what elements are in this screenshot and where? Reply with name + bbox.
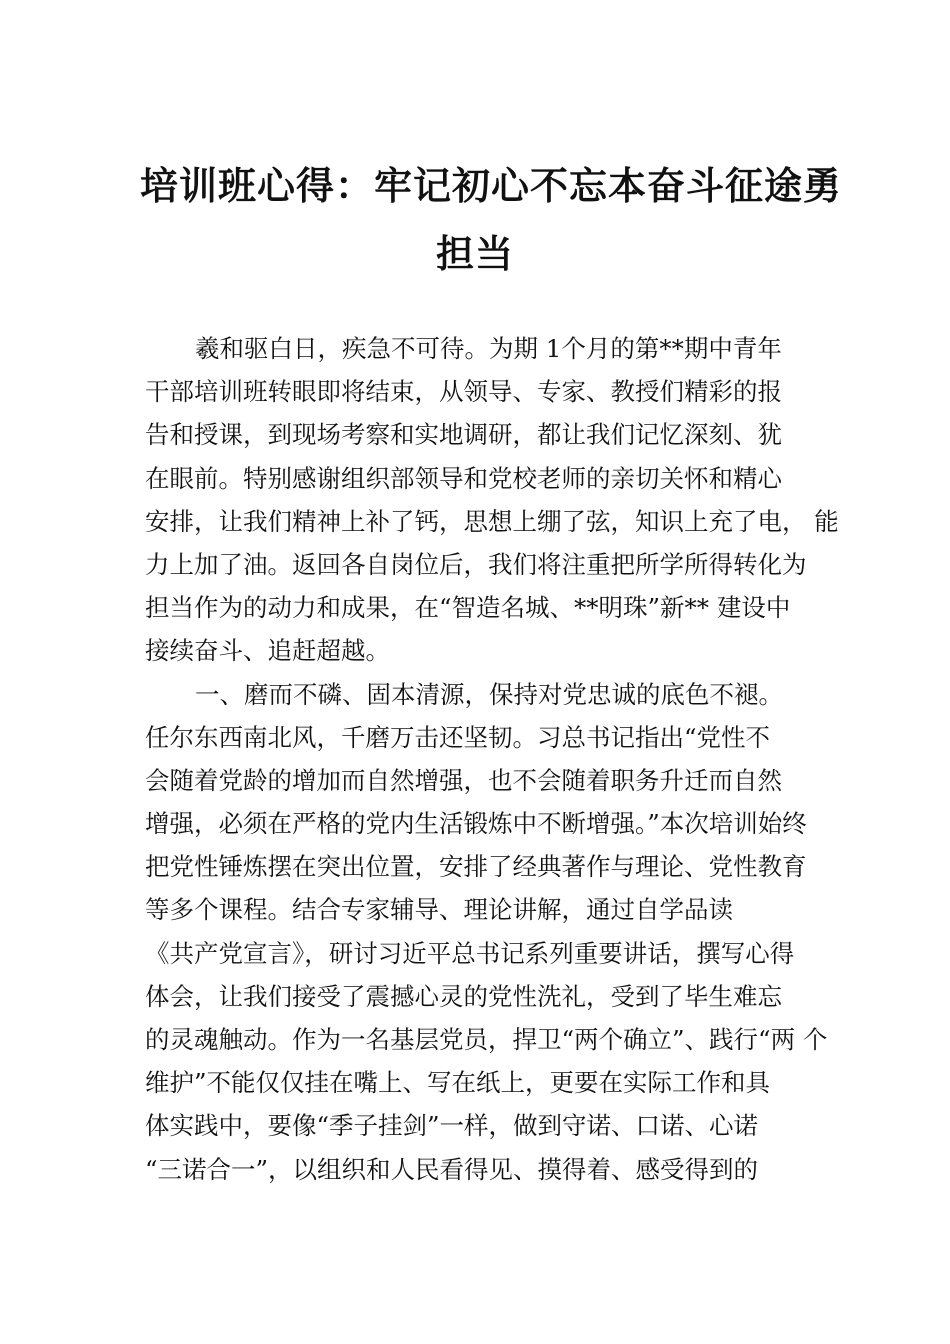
body-line: 羲和驱白日，疾急不可待。为期 1个月的第**期中青年: [195, 334, 782, 363]
body-line: 《共产党宣言》，研讨习近平总书记系列重要讲话，撰写心得: [145, 938, 795, 968]
body-line: 把党性锤炼摆在突出位置，安排了经典著作与理论、党性教育: [145, 852, 807, 882]
body-line: 会随着党龄的增加而自然增强，也不会随着职务升迁而自然: [145, 765, 782, 795]
body-line: 告和授课，到现场考察和实地调研，都让我们记忆深刻、犹: [145, 420, 782, 450]
body-line: 等多个课程。结合专家辅导、理论讲解，通过自学品读: [145, 895, 733, 925]
document-title: [140, 152, 843, 288]
body-line: 体会，让我们接受了震撼心灵的党性洗礼，受到了毕生难忘: [145, 981, 782, 1011]
body-line: 维护”不能仅仅挂在嘴上、写在纸上，更要在实际工作和具: [145, 1068, 771, 1098]
body-line: 体实践中，要像“季子挂剑”一样，做到守诺、口诺、心诺: [145, 1111, 759, 1141]
body-line: 力上加了油。返回各自岗位后，我们将注重把所学所得转化为: [145, 549, 807, 579]
section-heading-line: 一、磨而不磷、固本清源，保持对党忠诚的底色不褪。: [195, 679, 783, 709]
body-line: 的灵魂触动。作为一名基层党员，捍卫“两个确立”、践行“两 个: [145, 1025, 828, 1054]
body-line: “三诺合一”，以组织和人民看得见、摸得着、感受得到的: [145, 1154, 759, 1184]
body-line: 接续奋斗、追赶超越。: [145, 636, 390, 666]
title-line: 担当: [435, 231, 514, 276]
document-body: [145, 327, 839, 1191]
body-line: 在眼前。特别感谢组织部领导和党校老师的亲切关怀和精心: [145, 463, 782, 493]
title-line: 培训班心得：牢记初心不忘本奋斗征途勇: [140, 163, 843, 208]
body-line: 增强，必须在严格的党内生活锻炼中不断增强。”本次培训始终: [145, 809, 807, 839]
body-line: 担当作为的动力和成果，在“智造名城、**明珠”新** 建设中: [145, 593, 791, 623]
body-line: 干部培训班转眼即将结束，从领导、专家、教授们精彩的报: [145, 377, 782, 407]
body-line: 任尔东西南北风，千磨万击还坚韧。习总书记指出“党性不: [145, 722, 771, 752]
body-line: 安排，让我们精神上补了钙，思想上绷了弦，知识上充了电， 能: [145, 506, 839, 536]
